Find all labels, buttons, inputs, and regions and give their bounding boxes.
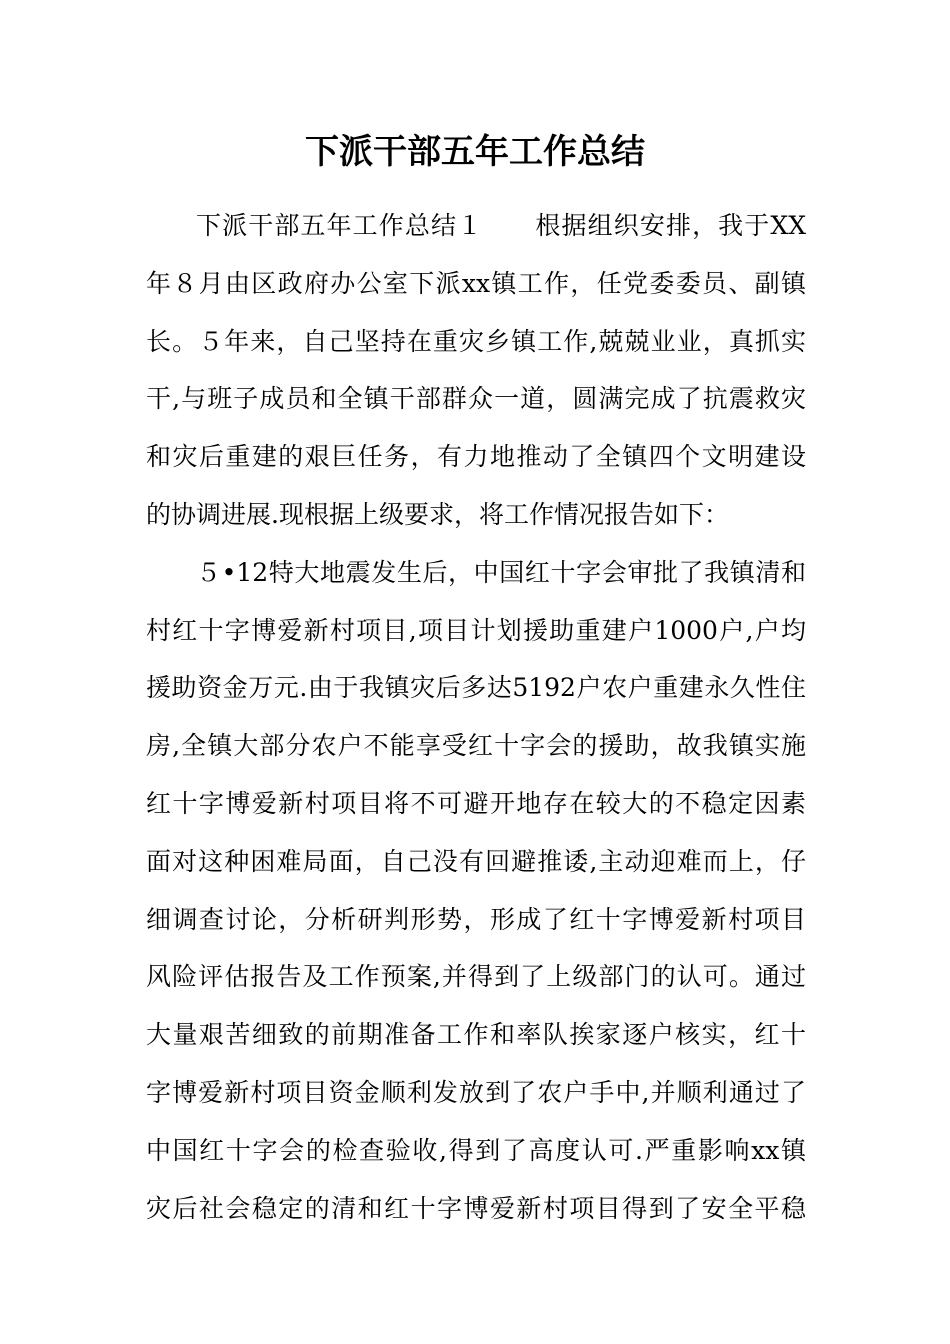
paragraph-line: 下派干部五年工作总结１ 根据组织安排，我于XX xyxy=(196,211,806,240)
paragraph-line: 面对这种困难局面，自己没有回避推诿,主动迎难而上，仔 xyxy=(146,846,806,876)
paragraph-line: 细调查讨论，分析研判形势，形成了红十字博爱新村项目 xyxy=(146,904,806,934)
paragraph-line: 灾后社会稳定的清和红十字博爱新村项目得到了安全平稳 xyxy=(146,1193,806,1223)
document-body xyxy=(146,197,806,1237)
paragraph-line: 长。５年来，自己坚持在重灾乡镇工作,兢兢业业，真抓实 xyxy=(146,326,806,356)
paragraph-line: 援助资金万元.由于我镇灾后多达5192户农户重建永久性住 xyxy=(146,673,806,703)
paragraph-line: 和灾后重建的艰巨任务，有力地推动了全镇四个文明建设 xyxy=(146,442,806,472)
paragraph-line: 大量艰苦细致的前期准备工作和率队挨家逐户核实，红十 xyxy=(146,1020,806,1050)
paragraph-1 xyxy=(146,197,806,544)
paragraph-line: 干,与班子成员和全镇干部群众一道，圆满完成了抗震救灾 xyxy=(146,384,806,414)
paragraph-line: 年８月由区政府办公室下派xx镇工作，任党委委员、副镇 xyxy=(146,268,806,298)
document-title: 下派干部五年工作总结 xyxy=(305,132,645,172)
paragraph-line: 中国红十字会的检查验收,得到了高度认可.严重影响xx镇 xyxy=(146,1135,806,1165)
paragraph-line: 红十字博爱新村项目将不可避开地存在较大的不稳定因素 xyxy=(146,788,806,818)
paragraph-line: 风险评估报告及工作预案,并得到了上级部门的认可。通过 xyxy=(146,962,806,992)
paragraph-line: ５•12特大地震发生后，中国红十字会审批了我镇清和 xyxy=(196,557,806,587)
paragraph-line: 房,全镇大部分农户不能享受红十字会的援助，故我镇实施 xyxy=(146,731,806,761)
paragraph-line: 的协调进展.现根据上级要求，将工作情况报告如下： xyxy=(146,499,729,529)
paragraph-line: 村红十字博爱新村项目,项目计划援助重建户1000户,户均 xyxy=(146,615,806,645)
paragraph-line: 字博爱新村项目资金顺利发放到了农户手中,并顺利通过了 xyxy=(146,1077,806,1107)
paragraph-2 xyxy=(146,544,806,1238)
